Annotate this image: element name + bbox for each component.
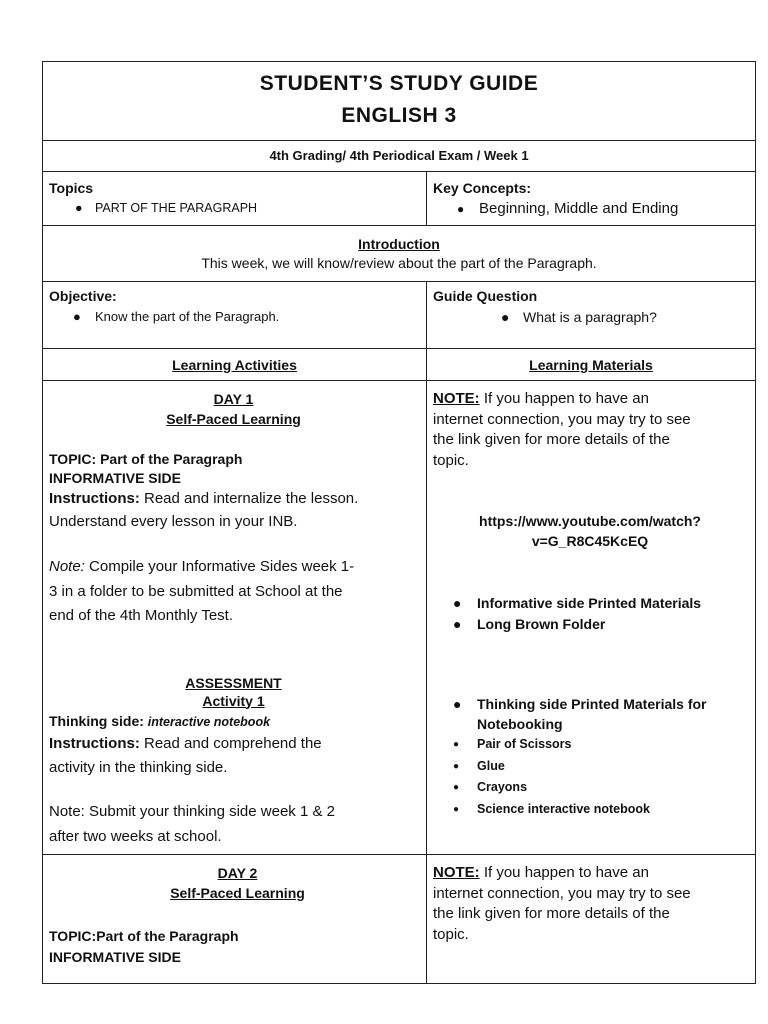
day2-mode: Self-Paced Learning bbox=[170, 885, 305, 901]
day1-mode: Self-Paced Learning bbox=[166, 411, 301, 427]
objective-row bbox=[43, 282, 755, 349]
youtube-link-line2[interactable]: v=G_R8C45KcEQ bbox=[531, 533, 649, 549]
activity-label: Activity 1 bbox=[202, 692, 265, 709]
introduction-row bbox=[43, 226, 755, 282]
materials2-note-line4: topic. bbox=[433, 925, 469, 943]
materials2-note-line3: the link given for more details of the bbox=[433, 905, 670, 922]
day2-row bbox=[43, 855, 755, 984]
grading-subtitle: 4th Grading/ 4th Periodical Exam / Week 1 bbox=[269, 148, 529, 163]
materials1-note-line3: the link given for more details of the bbox=[433, 431, 670, 448]
day1-instructions-2: Instructions: Read and comprehend the bbox=[49, 734, 322, 752]
materials1-note-line2: internet connection, you may try to see bbox=[433, 410, 691, 428]
guide-question-label: Guide Question bbox=[433, 288, 538, 304]
day1-activities bbox=[43, 389, 426, 849]
materials1-note-line4: topic. bbox=[433, 451, 469, 469]
day1-note-line2: 3 in a folder to be submitted at School at the bbox=[49, 582, 343, 600]
objective-label: Objective: bbox=[49, 288, 117, 304]
list-item: ● Long Brown Folder bbox=[453, 616, 606, 632]
materials2-note: NOTE: If you happen to have an bbox=[433, 864, 649, 881]
day1-note: Note: Compile your Informative Sides week 1- bbox=[49, 558, 355, 575]
day1-instructions-line2: Understand every lesson in your INB. bbox=[49, 513, 298, 530]
topics-item: ● PART OF THE PARAGRAPH bbox=[75, 201, 258, 215]
day1-row bbox=[43, 381, 755, 855]
day1-submit-note-line2: after two weeks at school. bbox=[49, 827, 222, 845]
materials2-note-line2: internet connection, you may try to see bbox=[433, 884, 691, 902]
list-item: ● Thinking side Printed Materials for bbox=[453, 696, 707, 712]
topics-label: Topics bbox=[49, 180, 94, 196]
day2-materials bbox=[427, 863, 755, 945]
key-concepts-label: Key Concepts: bbox=[433, 180, 532, 196]
key-concepts-item: ● Beginning, Middle and Ending bbox=[457, 200, 679, 217]
list-item: ● Pair of Scissors bbox=[453, 737, 572, 751]
list-item: ● Informative side Printed Materials bbox=[453, 595, 702, 611]
learning-materials-header: Learning Materials bbox=[529, 357, 653, 373]
youtube-link[interactable]: https://www.youtube.com/watch? bbox=[479, 513, 701, 529]
day1-side: INFORMATIVE SIDE bbox=[49, 470, 181, 486]
title-line-1: STUDENT’S STUDY GUIDE bbox=[259, 72, 539, 95]
topics-row bbox=[43, 172, 755, 226]
list-item: ● Glue bbox=[453, 758, 505, 773]
introduction-label: Introduction bbox=[358, 236, 440, 252]
day1-label: DAY 1 bbox=[213, 391, 254, 407]
day2-label: DAY 2 bbox=[217, 865, 258, 881]
title-row bbox=[43, 62, 755, 141]
day1-materials bbox=[427, 389, 755, 820]
day1-note-line3: end of the 4th Monthly Test. bbox=[49, 607, 234, 624]
title-line-2: ENGLISH 3 bbox=[341, 104, 457, 127]
day2-topic: TOPIC:Part of the Paragraph bbox=[49, 928, 239, 944]
page-title bbox=[43, 62, 755, 132]
day1-topic: TOPIC: Part of the Paragraph bbox=[49, 451, 243, 467]
list-item: ● Science interactive notebook bbox=[453, 801, 650, 816]
guide-question-item: ● What is a paragraph? bbox=[501, 309, 657, 325]
subtitle-row bbox=[43, 141, 755, 172]
introduction-text: This week, we will know/review about the part of the Paragraph. bbox=[201, 255, 597, 271]
day2-side: INFORMATIVE SIDE bbox=[49, 949, 181, 965]
day1-instructions-2-line2: activity in the thinking side. bbox=[49, 758, 228, 776]
objective-item: ● Know the part of the Paragraph. bbox=[73, 309, 280, 324]
column-header-row bbox=[43, 349, 755, 381]
day1-submit-note: Note: Submit your thinking side week 1 & 2 bbox=[49, 803, 335, 820]
list-item: ● Crayons bbox=[453, 780, 528, 794]
materials1-list-a bbox=[433, 593, 747, 635]
list-item-continuation: Notebooking bbox=[477, 716, 563, 732]
materials1-note: NOTE: If you happen to have an bbox=[433, 390, 649, 407]
learning-activities-header: Learning Activities bbox=[172, 357, 297, 373]
thinking-side: Thinking side: interactive notebook bbox=[49, 712, 271, 729]
materials1-list-b bbox=[433, 694, 747, 820]
day2-activities bbox=[43, 863, 426, 968]
day1-instructions: Instructions: Read and internalize the lesson. bbox=[49, 490, 359, 507]
assessment-label: ASSESSMENT bbox=[185, 674, 282, 691]
study-guide-table bbox=[42, 61, 756, 984]
